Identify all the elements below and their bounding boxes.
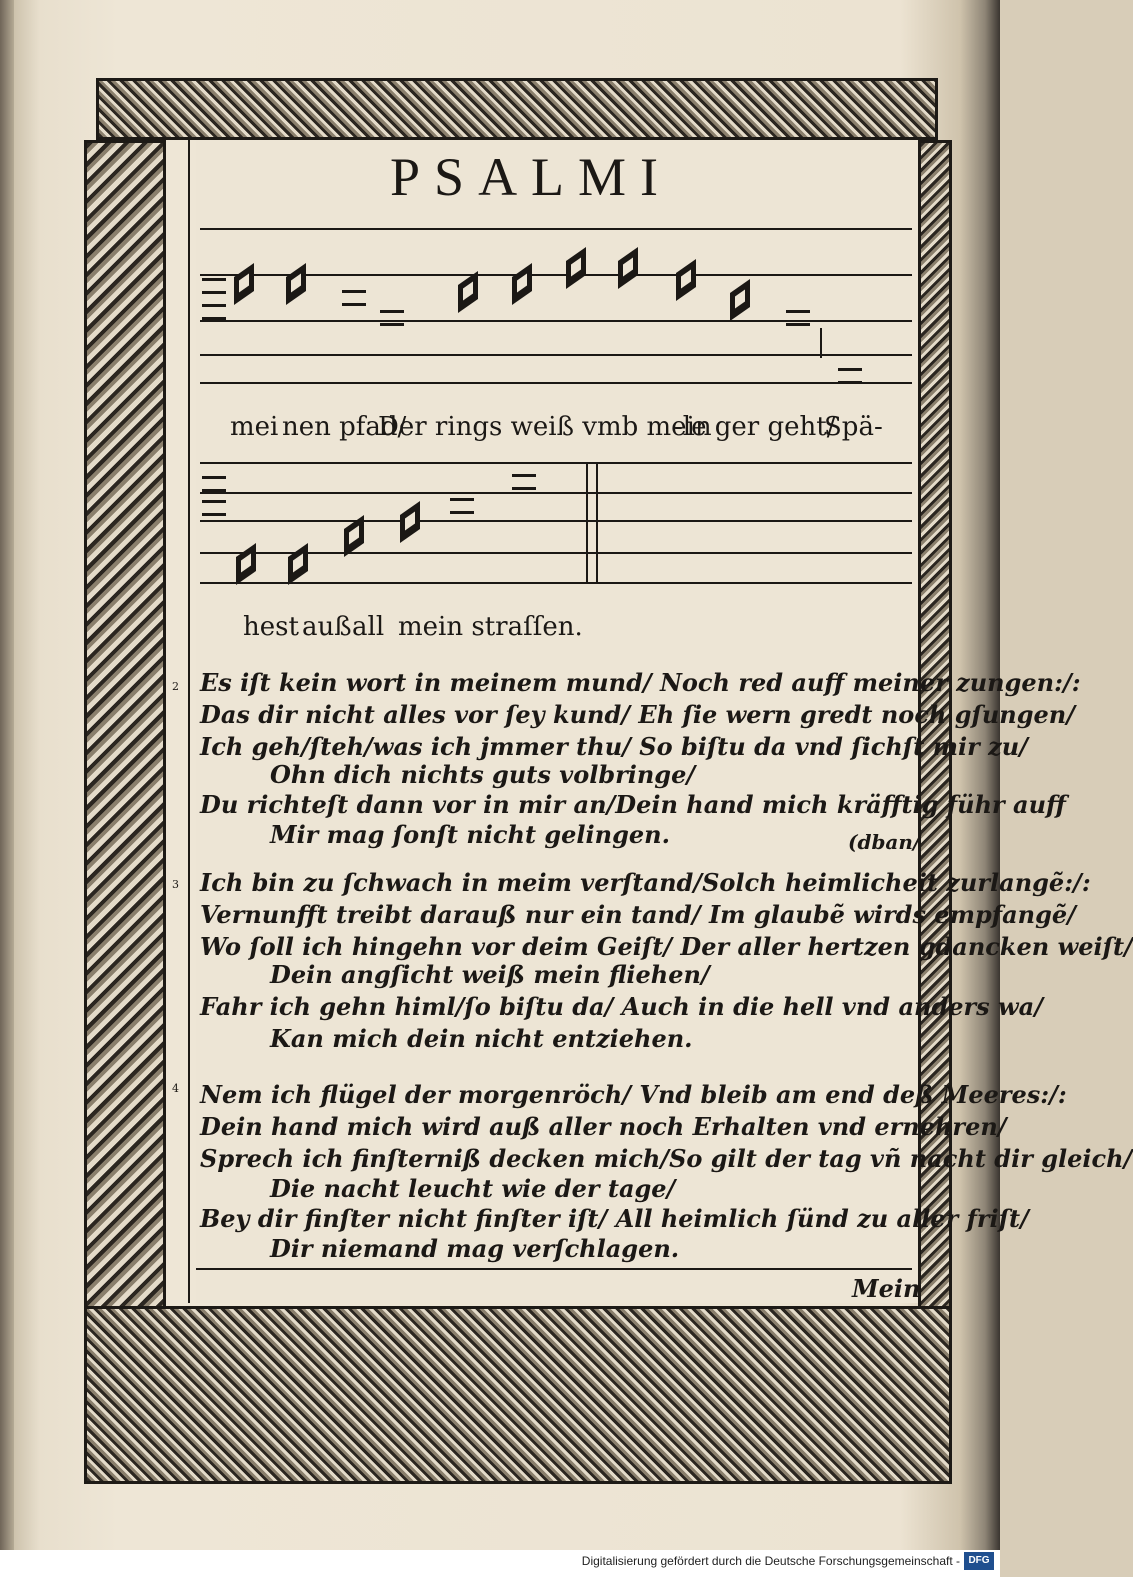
semibreve-note xyxy=(676,259,696,301)
staff-line xyxy=(200,462,912,464)
breve-note xyxy=(380,310,404,326)
breve-note xyxy=(838,368,862,384)
lyric-syllable: mein straſſen. xyxy=(398,612,583,642)
lyric-syllable: -le ger geht/ xyxy=(674,412,836,442)
verse-line: Die nacht leucht wie der tage/ xyxy=(270,1174,676,1203)
digitization-credit: Digitalisierung gefördert durch die Deutsche Forschungsgemeinschaft - xyxy=(581,1554,960,1568)
book-spine-edge xyxy=(0,0,14,1577)
breve-note xyxy=(786,310,810,326)
verse-number: 3 xyxy=(172,878,179,891)
double-barline xyxy=(596,462,598,582)
verse-line-turnover: (dban/ xyxy=(848,830,921,854)
breve-note xyxy=(342,290,366,306)
lyric-syllable: auß xyxy=(302,612,352,642)
music-staff-2 xyxy=(200,462,912,586)
ornament-band-bottom xyxy=(84,1306,952,1484)
staff-line xyxy=(200,382,912,384)
verse-line: Ich geh/ſteh/was ich jmmer thu/ So biſtu da vnd ſichſt mir zu/ xyxy=(200,732,1028,761)
verse-line: Sprech ich finſterniß decken mich/So gilt der tag vñ nacht dir gleich/ xyxy=(200,1144,1133,1173)
verse-line: Du richteſt dann vor in mir an/Dein hand mich kräfftig führ auff xyxy=(200,790,1066,819)
semibreve-note xyxy=(236,543,256,585)
semibreve-note xyxy=(730,279,750,321)
semibreve-note xyxy=(458,271,478,313)
staff-line xyxy=(200,228,912,230)
breve-note xyxy=(202,304,226,320)
verse-line: Mir mag ſonſt nicht gelingen. xyxy=(270,820,670,849)
lyric-syllable: all xyxy=(352,612,385,642)
semibreve-note xyxy=(618,247,638,289)
staff-line xyxy=(200,274,912,276)
verse-line: Dein angſicht weiß mein fliehen/ xyxy=(270,960,710,989)
semibreve-note xyxy=(400,501,420,543)
verse-line: Ich bin zu ſchwach in meim verſtand/Solch heimlicheit zurlangẽ:/: xyxy=(200,868,1091,897)
bottom-rule xyxy=(196,1268,912,1270)
verse-line: Nem ich flügel der morgenröch/ Vnd bleib am end deß Meeres:/: xyxy=(200,1080,1067,1109)
dfg-logo: DFG xyxy=(964,1552,994,1570)
breve-note xyxy=(450,498,474,514)
semibreve-note xyxy=(288,543,308,585)
verse-line: Wo ſoll ich hingehn vor deim Geiſt/ Der aller hertzen gdancken weiſt/ xyxy=(200,932,1133,961)
lyric-syllable: Spä- xyxy=(824,412,883,442)
breve-note xyxy=(202,278,226,294)
lyric-syllable: hest xyxy=(243,612,299,642)
lyric-syllable: mei xyxy=(230,412,279,442)
verse-number: 2 xyxy=(172,680,179,693)
semibreve-note xyxy=(566,247,586,289)
ornament-band-left xyxy=(84,140,166,1310)
verse-line: Vernunfft treibt darauß nur ein tand/ Im glaubẽ wirds empfangẽ/ xyxy=(200,900,1076,929)
running-header: PSALMI xyxy=(390,147,673,207)
double-barline xyxy=(586,462,588,582)
breve-note xyxy=(512,474,536,490)
ornament-band-top xyxy=(96,78,938,140)
note-stem xyxy=(820,328,822,358)
verse-line: Es iſt kein wort in meinem mund/ Noch red auff meiner zungen:/: xyxy=(200,668,1081,697)
verse-line: Dir niemand mag verſchlagen. xyxy=(270,1234,680,1263)
staff-line xyxy=(200,354,912,356)
semibreve-note xyxy=(286,263,306,305)
lyric-syllable: nen pfad/ xyxy=(282,412,407,442)
breve-note xyxy=(202,500,226,516)
staff-line xyxy=(200,492,912,494)
verse-line: Fahr ich gehn himl/ſo biſtu da/ Auch in die hell vnd anders wa/ xyxy=(200,992,1043,1021)
verse-line: Bey dir finſter nicht finſter iſt/ All heimlich ſünd zu aller friſt/ xyxy=(200,1204,1029,1233)
lyric-syllable: Der rings weiß vmb mein xyxy=(378,412,712,442)
inner-border-rule xyxy=(188,140,190,1303)
verse-line: Kan mich dein nicht entziehen. xyxy=(270,1024,693,1053)
verse-line: Das dir nicht alles vor ſey kund/ Eh ſie wern gredt noch gſungen/ xyxy=(200,700,1076,729)
verse-number: 4 xyxy=(172,1082,179,1095)
verse-line: Dein hand mich wird auß aller noch Erhalten vnd ernehren/ xyxy=(200,1112,1007,1141)
staff-line xyxy=(200,582,912,584)
verse-line: Ohn dich nichts guts volbringe/ xyxy=(270,760,696,789)
semibreve-note xyxy=(512,263,532,305)
staff-line xyxy=(200,520,912,522)
catchword: Mein xyxy=(852,1274,921,1303)
semibreve-note xyxy=(234,263,254,305)
breve-note xyxy=(202,476,226,492)
music-staff-1 xyxy=(200,228,912,388)
